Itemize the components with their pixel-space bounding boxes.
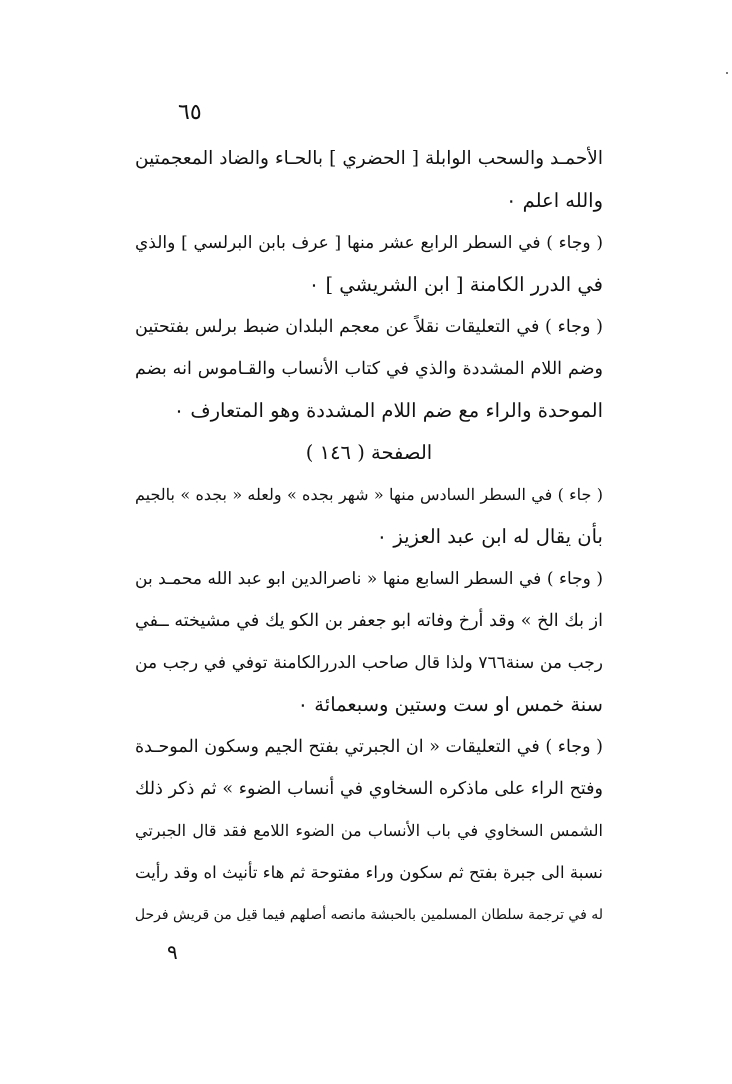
- text-line: له في ترجمة سلطان المسلمين بالحبشة مانصه أصلهم فيما قيل من قريش فرحل: [135, 907, 603, 923]
- text-line: ( وجاء ) في التعليقات « ان الجبرتي بفتح الجيم وسكون الموحـدة: [135, 737, 603, 757]
- text-line: سنة خمس او ست وستين وسبعمائة ٠: [297, 693, 603, 716]
- section-heading: الصفحة ( ١٤٦ ): [305, 441, 433, 464]
- signature-mark: ٩: [167, 940, 178, 964]
- text-line: بأن يقال له ابن عبد العزيز ٠: [376, 525, 603, 548]
- text-line: ( وجاء ) في السطر السابع منها « ناصرالدين ابو عبد الله محمـد بن: [135, 569, 603, 589]
- text-line: وضم اللام المشددة والذي في كتاب الأنساب والقـاموس انه بضم: [135, 359, 603, 379]
- body-text: [135, 138, 603, 936]
- text-line: ( وجاء ) في التعليقات نقلاً عن معجم البلدان ضبط برلس بفتحتين: [135, 317, 603, 337]
- page-number: ٦٥: [178, 100, 202, 125]
- text-line: نسبة الى جبرة بفتح ثم سكون وراء مفتوحة ثم هاء تأنيث اه وقد رأيت: [135, 863, 603, 882]
- text-line: في الدرر الكامنة [ ابن الشريشي ] ٠: [308, 273, 603, 296]
- text-line: ( جاء ) في السطر السادس منها « شهر بجده » ولعله « بجده » بالجيم: [135, 485, 603, 504]
- text-line: رجب من سنة٧٦٦ ولذا قال صاحب الدررالكامنة توفي في رجب من: [135, 653, 603, 673]
- text-line: الأحمـد والسحب الوابلة [ الحضري ] بالحـاء والضاد المعجمتين: [135, 148, 603, 169]
- text-line: الشمس السخاوي في باب الأنساب من الضوء اللامع فقد قال الجبرتي: [135, 821, 603, 840]
- edge-speck: [726, 72, 728, 74]
- text-line: الموحدة والراء مع ضم اللام المشددة وهو المتعارف ٠: [173, 399, 603, 422]
- text-line: از بك الخ » وقد أرخ وفاته ابو جعفر بن الكو يك في مشيخته ــفي: [135, 611, 603, 631]
- text-line: ( وجاء ) في السطر الرابع عشر منها [ عرف بابن البرلسي ] والذي: [135, 233, 603, 253]
- text-line: وفتح الراء على ماذكره السخاوي في أنساب الضوء » ثم ذكر ذلك: [135, 779, 603, 799]
- text-line: والله اعلم ٠: [505, 189, 603, 212]
